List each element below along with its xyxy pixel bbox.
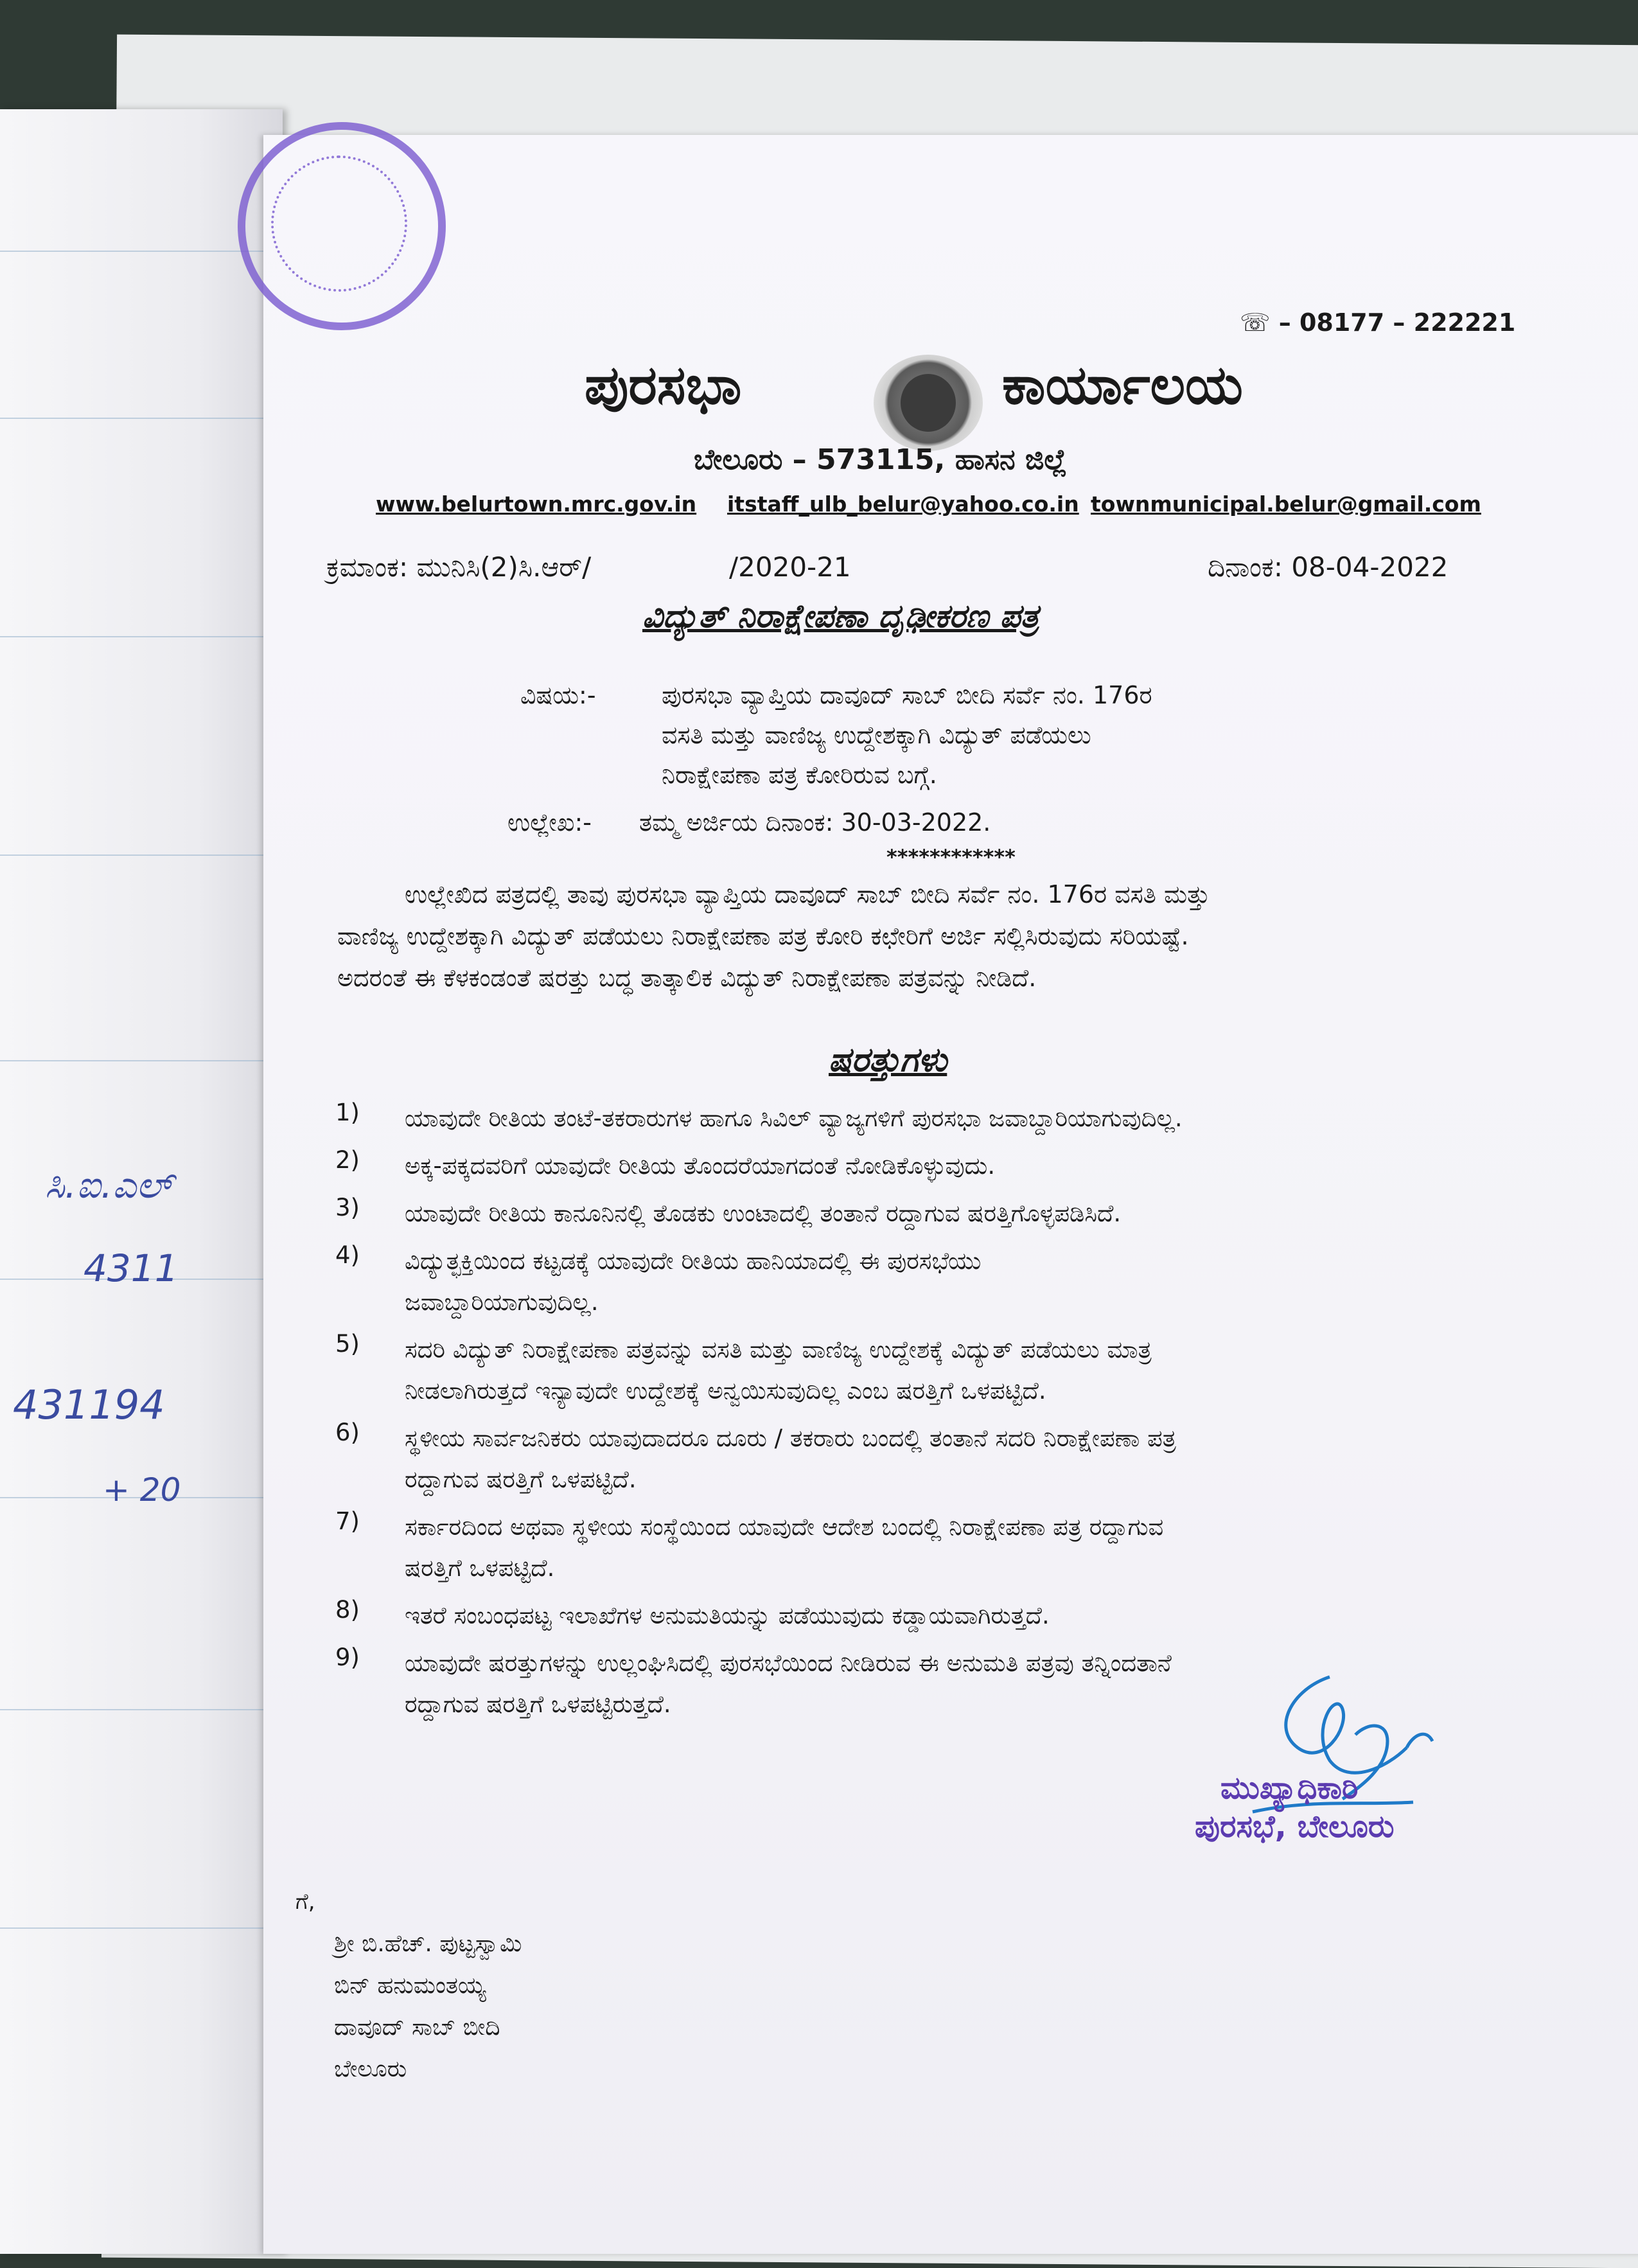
reference-text: ತಮ್ಮ ಅರ್ಜಿಯ ದಿನಾಂಕ: 30-03-2022.: [639, 808, 991, 837]
body-line: ವಾಣಿಜ್ಯ ಉದ್ದೇಶಕ್ಕಾಗಿ ವಿದ್ಯುತ್ ಪಡೆಯಲು ನಿರಾಕ್ಷೇಪಣಾ ಪತ್ರ ಕೋರಿ ಕಛೇರಿಗೆ ಅರ್ಜಿ ಸಲ್ಲಿಸಿರುವುದು ಸರಿಯಷ್ಟೆ.: [337, 922, 1189, 950]
recipient-to: ಗೆ,: [295, 1889, 315, 1915]
body-line: ಅದರಂತೆ ಈ ಕೆಳಕಂಡಂತೆ ಷರತ್ತು ಬದ್ಧ ತಾತ್ಕಾಲಿಕ ವಿದ್ಯುತ್ ನಿರಾಕ್ಷೇಪಣಾ ಪತ್ರವನ್ನು ನೀಡಿದೆ.: [337, 964, 1037, 992]
left-overlapping-sheet: [0, 109, 283, 2254]
email-link-yahoo[interactable]: itstaff_ulb_belur@yahoo.co.in: [727, 492, 1079, 517]
condition-text: ಜವಾಬ್ದಾರಿಯಾಗುವುದಿಲ್ಲ.: [405, 1288, 599, 1316]
subject-label: ವಿಷಯ:-: [520, 681, 596, 709]
handwritten-note: 431194: [13, 1381, 165, 1428]
signatory-designation: ಮುಖ್ಯಾಧಿಕಾರಿ: [1220, 1770, 1359, 1806]
recipient-line: ಶ್ರೀ ಬಿ.ಹೆಚ್. ಪುಟ್ಟಸ್ವಾಮಿ: [334, 1931, 522, 1957]
reference-number: ಕ್ರಮಾಂಕ: ಮುನಿಸಿ(2)ಸಿ.ಆರ್/: [326, 551, 592, 583]
condition-text: ಯಾವುದೇ ಷರತ್ತುಗಳನ್ನು ಉಲ್ಲಂಘಿಸಿದಲ್ಲಿ ಪುರಸಭೆಯಿಂದ ನೀಡಿರುವ ಈ ಅನುಮತಿ ಪತ್ರವು ತನ್ನಿಂದತಾನೆ: [405, 1649, 1172, 1677]
reference-label: ಉಲ್ಲೇಖ:-: [507, 808, 592, 837]
recipient-line: ಬೇಲೂರು: [334, 2056, 407, 2082]
condition-text: ರದ್ದಾಗುವ ಷರತ್ತಿಗೆ ಒಳಪಟ್ಟಿರುತ್ತದೆ.: [405, 1690, 671, 1718]
office-title-left: ಪುರಸಭಾ: [585, 353, 742, 416]
recipient-line: ದಾವೂದ್ ಸಾಬ್ ಬೀದಿ: [334, 2014, 500, 2041]
condition-text: ಸದರಿ ವಿದ್ಯುತ್ ನಿರಾಕ್ಷೇಪಣಾ ಪತ್ರವನ್ನು ವಸತಿ ಮತ್ತು ವಾಣಿಜ್ಯ ಉದ್ದೇಶಕ್ಕೆ ವಿದ್ಯುತ್ ಪಡೆಯಲು ಮಾತ್ರ: [405, 1336, 1152, 1363]
condition-text: ಸರ್ಕಾರದಿಂದ ಅಥವಾ ಸ್ಥಳೀಯ ಸಂಸ್ಥೆಯಿಂದ ಯಾವುದೇ ಆದೇಶ ಬಂದಲ್ಲಿ ನಿರಾಕ್ಷೇಪಣಾ ಪತ್ರ ರದ್ದಾಗುವ: [405, 1513, 1164, 1541]
condition-text: ಅಕ್ಕ-ಪಕ್ಕದವರಿಗೆ ಯಾವುದೇ ರೀತಿಯ ತೊಂದರೆಯಾಗದಂತೆ ನೋಡಿಕೊಳ್ಳುವುದು.: [405, 1152, 996, 1180]
condition-text: ಯಾವುದೇ ರೀತಿಯ ಕಾನೂನಿನಲ್ಲಿ ತೊಡಕು ಉಂಟಾದಲ್ಲಿ ತಂತಾನೆ ರದ್ದಾಗುವ ಷರತ್ತಿಗೊಳ್ಳಪಡಿಸಿದೆ.: [405, 1200, 1122, 1227]
office-seal-stamp: [238, 122, 446, 330]
phone-number: ☏ – 08177 – 222221: [1240, 308, 1516, 337]
municipal-emblem-icon: [874, 355, 983, 451]
condition-text: ರದ್ದಾಗುವ ಷರತ್ತಿಗೆ ಒಳಪಟ್ಟಿದೆ.: [405, 1466, 637, 1493]
condition-number: 8): [335, 1596, 360, 1624]
office-address: ಬೇಲೂರು – 573115, ಹಾಸನ ಜಿಲ್ಲೆ: [694, 443, 1067, 476]
condition-text: ಯಾವುದೇ ರೀತಿಯ ತಂಟೆ-ತಕರಾರುಗಳ ಹಾಗೂ ಸಿವಿಲ್ ವ್ಯಾಜ್ಯಗಳಿಗೆ ಪುರಸಭಾ ಜವಾಬ್ದಾರಿಯಾಗುವುದಿಲ್ಲ.: [405, 1104, 1183, 1132]
handwritten-note: ಸಿ.ಐ.ಎಲ್: [45, 1163, 173, 1207]
recipient-line: ಬಿನ್ ಹನುಮಂತಯ್ಯ: [334, 1972, 486, 1999]
condition-number: 4): [335, 1241, 360, 1269]
condition-number: 3): [335, 1194, 360, 1221]
letter-title: ವಿದ್ಯುತ್ ನಿರಾಕ್ಷೇಪಣಾ ದೃಢೀಕರಣ ಪತ್ರ: [642, 598, 1039, 635]
condition-number: 5): [335, 1330, 360, 1358]
body-line: ಉಲ್ಲೇಖಿದ ಪತ್ರದಲ್ಲಿ ತಾವು ಪುರಸಭಾ ವ್ಯಾಪ್ತಿಯ ದಾವೂದ್ ಸಾಬ್ ಬೀದಿ ಸರ್ವೆ ನಂ. 176ರ ವಸತಿ ಮತ್ತು: [405, 880, 1210, 908]
condition-text: ಸ್ಥಳೀಯ ಸಾರ್ವಜನಿಕರು ಯಾವುದಾದರೂ ದೂರು / ತಕರಾರು ಬಂದಲ್ಲಿ ತಂತಾನೆ ಸದರಿ ನಿರಾಕ್ಷೇಪಣಾ ಪತ್ರ: [405, 1424, 1176, 1452]
separator-stars: ************: [886, 845, 1016, 869]
signatory-office: ಪುರಸಭೆ, ಬೇಲೂರು: [1195, 1809, 1395, 1845]
condition-text: ವಿದ್ಯುತ್ಛಕ್ತಿಯಿಂದ ಕಟ್ಟಡಕ್ಕೆ ಯಾವುದೇ ರೀತಿಯ ಹಾನಿಯಾದಲ್ಲಿ ಈ ಪುರಸಭೆಯು: [405, 1247, 982, 1275]
subject-line: ವಸತಿ ಮತ್ತು ವಾಣಿಜ್ಯ ಉದ್ದೇಶಕ್ಕಾಗಿ ವಿದ್ಯುತ್ ಪಡೆಯಲು: [662, 721, 1091, 749]
condition-number: 7): [335, 1507, 360, 1535]
conditions-heading: ಷರತ್ತುಗಳು: [829, 1041, 947, 1079]
office-title-right: ಕಾರ್ಯಾಲಯ: [1002, 353, 1243, 416]
condition-text: ನೀಡಲಾಗಿರುತ್ತದೆ ಇನ್ಯಾವುದೇ ಉದ್ದೇಶಕ್ಕೆ ಅನ್ವಯಿಸುವುದಿಲ್ಲ ಎಂಬ ಷರತ್ತಿಗೆ ಒಳಪಟ್ಟಿದೆ.: [405, 1377, 1046, 1404]
reference-year: /2020-21: [729, 551, 851, 583]
website-link[interactable]: www.belurtown.mrc.gov.in: [376, 492, 697, 517]
subject-line: ಪುರಸಭಾ ವ್ಯಾಪ್ತಿಯ ದಾವೂದ್ ಸಾಬ್ ಬೀದಿ ಸರ್ವೆ ನಂ. 176ರ: [662, 681, 1152, 709]
condition-number: 1): [335, 1099, 360, 1126]
condition-number: 6): [335, 1419, 360, 1446]
condition-number: 2): [335, 1146, 360, 1174]
condition-text: ಇತರೆ ಸಂಬಂಧಪಟ್ಟ ಇಲಾಖೆಗಳ ಅನುಮತಿಯನ್ನು ಪಡೆಯುವುದು ಕಡ್ಡಾಯವಾಗಿರುತ್ತದೆ.: [405, 1602, 1050, 1629]
handwritten-note: + 20: [103, 1471, 181, 1509]
email-link-gmail[interactable]: townmunicipal.belur@gmail.com: [1091, 492, 1481, 517]
letter-page: [263, 135, 1638, 2254]
letter-date: ದಿನಾಂಕ: 08-04-2022: [1208, 551, 1449, 583]
handwritten-note: 4311: [84, 1246, 179, 1290]
subject-line: ನಿರಾಕ್ಷೇಪಣಾ ಪತ್ರ ಕೋರಿರುವ ಬಗ್ಗೆ.: [662, 761, 937, 789]
condition-text: ಷರತ್ತಿಗೆ ಒಳಪಟ್ಟಿದೆ.: [405, 1554, 555, 1582]
condition-number: 9): [335, 1643, 360, 1671]
